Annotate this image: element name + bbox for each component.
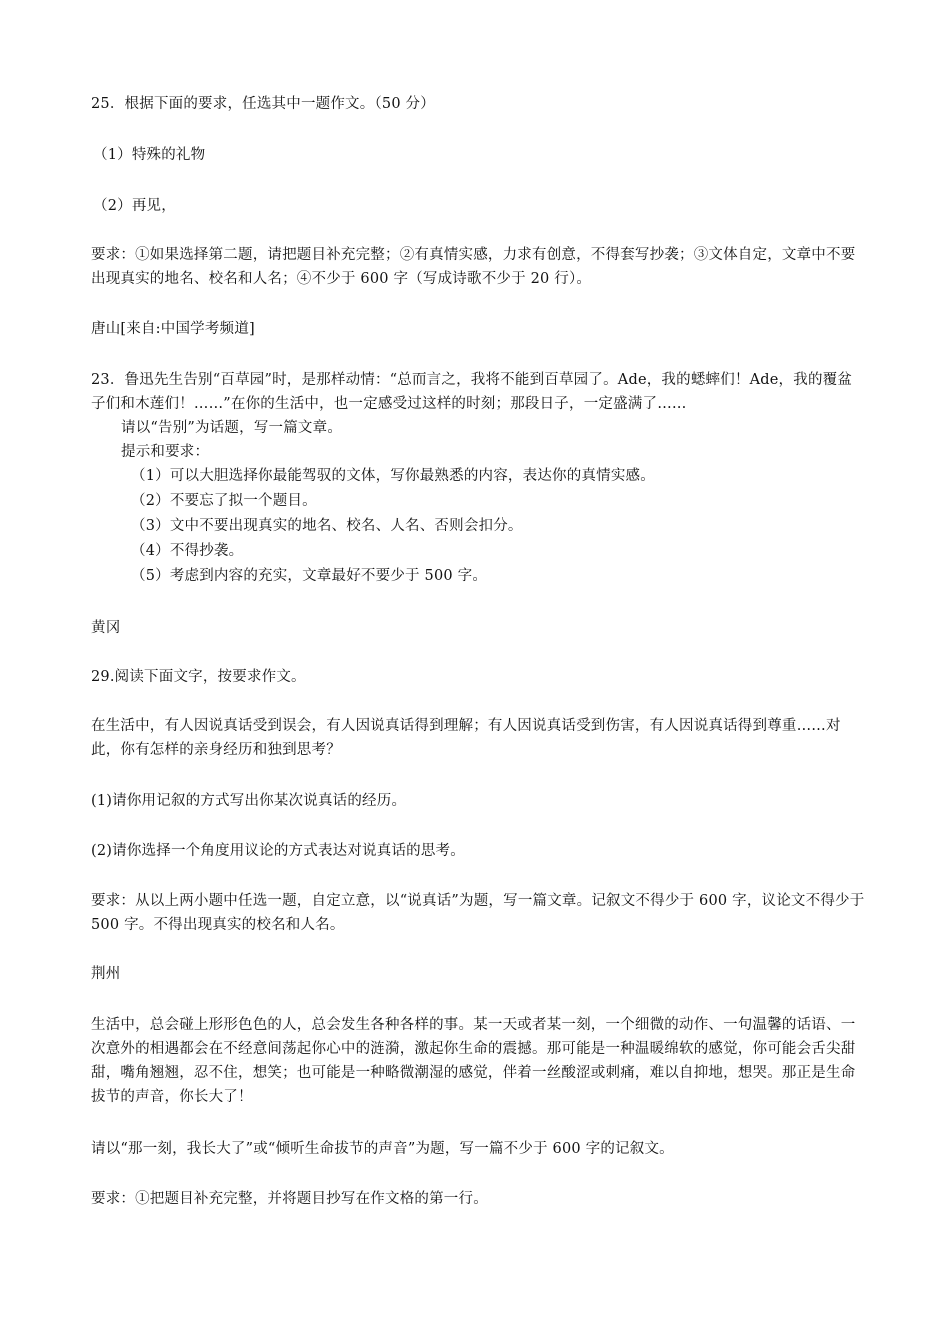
q23-hint-5: （5）考虑到内容的充实，文章最好不要少于 500 字。 [131,568,488,584]
q29-title: 29.阅读下面文字，按要求作文。 [91,669,306,685]
jingzhou-requirements: 要求：①把题目补充完整，并将题目抄写在作文格的第一行。 [91,1191,488,1207]
q23-hint-2: （2）不要忘了拟一个题目。 [131,493,317,509]
q29-passage: 在生活中，有人因说真话受到误会，有人因说真话得到理解；有人因说真话受到伤害，有人因说真话得到尊重……对此，你有怎样的亲身经历和独到思考？ [91,718,841,758]
q29-sub-1: (1)请你用记叙的方式写出你某次说真话的经历。 [91,793,407,809]
q23-hint-3: （3）文中不要出现真实的地名、校名、人名、否则会扣分。 [131,518,523,534]
jingzhou-topic: 请以“那一刻，我长大了”或“倾听生命拔节的声音”为题，写一篇不少于 600 字的记叙文。 [91,1141,674,1157]
huanggang-heading: 黄冈 [91,620,121,636]
q25-requirements: 要求：①如果选择第二题，请把题目补充完整；②有真情实感，力求有创意，不得套写抄袭；③文体自定，文章中不要出现真实的地名、校名和人名；④不少于 600 字（写成诗歌不少于 20 行）。 [91,247,856,287]
q23-topic: 请以“告别”为话题，写一篇文章。 [121,420,343,436]
q25-option-1: （1）特殊的礼物 [93,147,206,163]
q23-hint-4: （4）不得抄袭。 [131,543,244,559]
jingzhou-heading: 荆州 [91,966,121,982]
q25-title: 25．根据下面的要求，任选其中一题作文。（50 分） [91,96,435,112]
tangshan-heading: 唐山[来自:中国学考频道] [91,321,255,337]
q23-prompt: 23．鲁迅先生告别“百草园”时，是那样动情：“总而言之，我将不能到百草园了。Ade，我的蟋蟀们！Ade，我的覆盆子们和木莲们！……”在你的生活中，也一定感受过这样的时刻；那段日子，一定盛满了…… [91,372,853,412]
q29-requirements: 要求：从以上两小题中任选一题，自定立意，以“说真话”为题，写一篇文章。记叙文不得少于 600 字，议论文不得少于 500 字。不得出现真实的校名和人名。 [91,893,865,933]
q29-sub-2: (2)请你选择一个角度用议论的方式表达对说真话的思考。 [91,843,465,859]
q23-hint-1: （1）可以大胆选择你最能驾驭的文体，写你最熟悉的内容，表达你的真情实感。 [131,468,655,484]
q25-option-2: （2）再见， [93,198,176,214]
jingzhou-passage: 生活中，总会碰上形形色色的人，总会发生各种各样的事。某一天或者某一刻，一个细微的动作、一句温馨的话语、一次意外的相遇都会在不经意间荡起你心中的涟漪，激起你生命的震撼。那可能是一种温暖绵软的感觉，你可能会舌尖甜甜，嘴角翘翘，忍不住，想笑；也可能是一种略微潮湿的感觉，伴着一丝酸涩或刺痛，难以自抑地，想哭。那正是生命拔节的声音，你长大了！ [91,1017,856,1105]
q23-hint-title: 提示和要求： [121,444,210,460]
